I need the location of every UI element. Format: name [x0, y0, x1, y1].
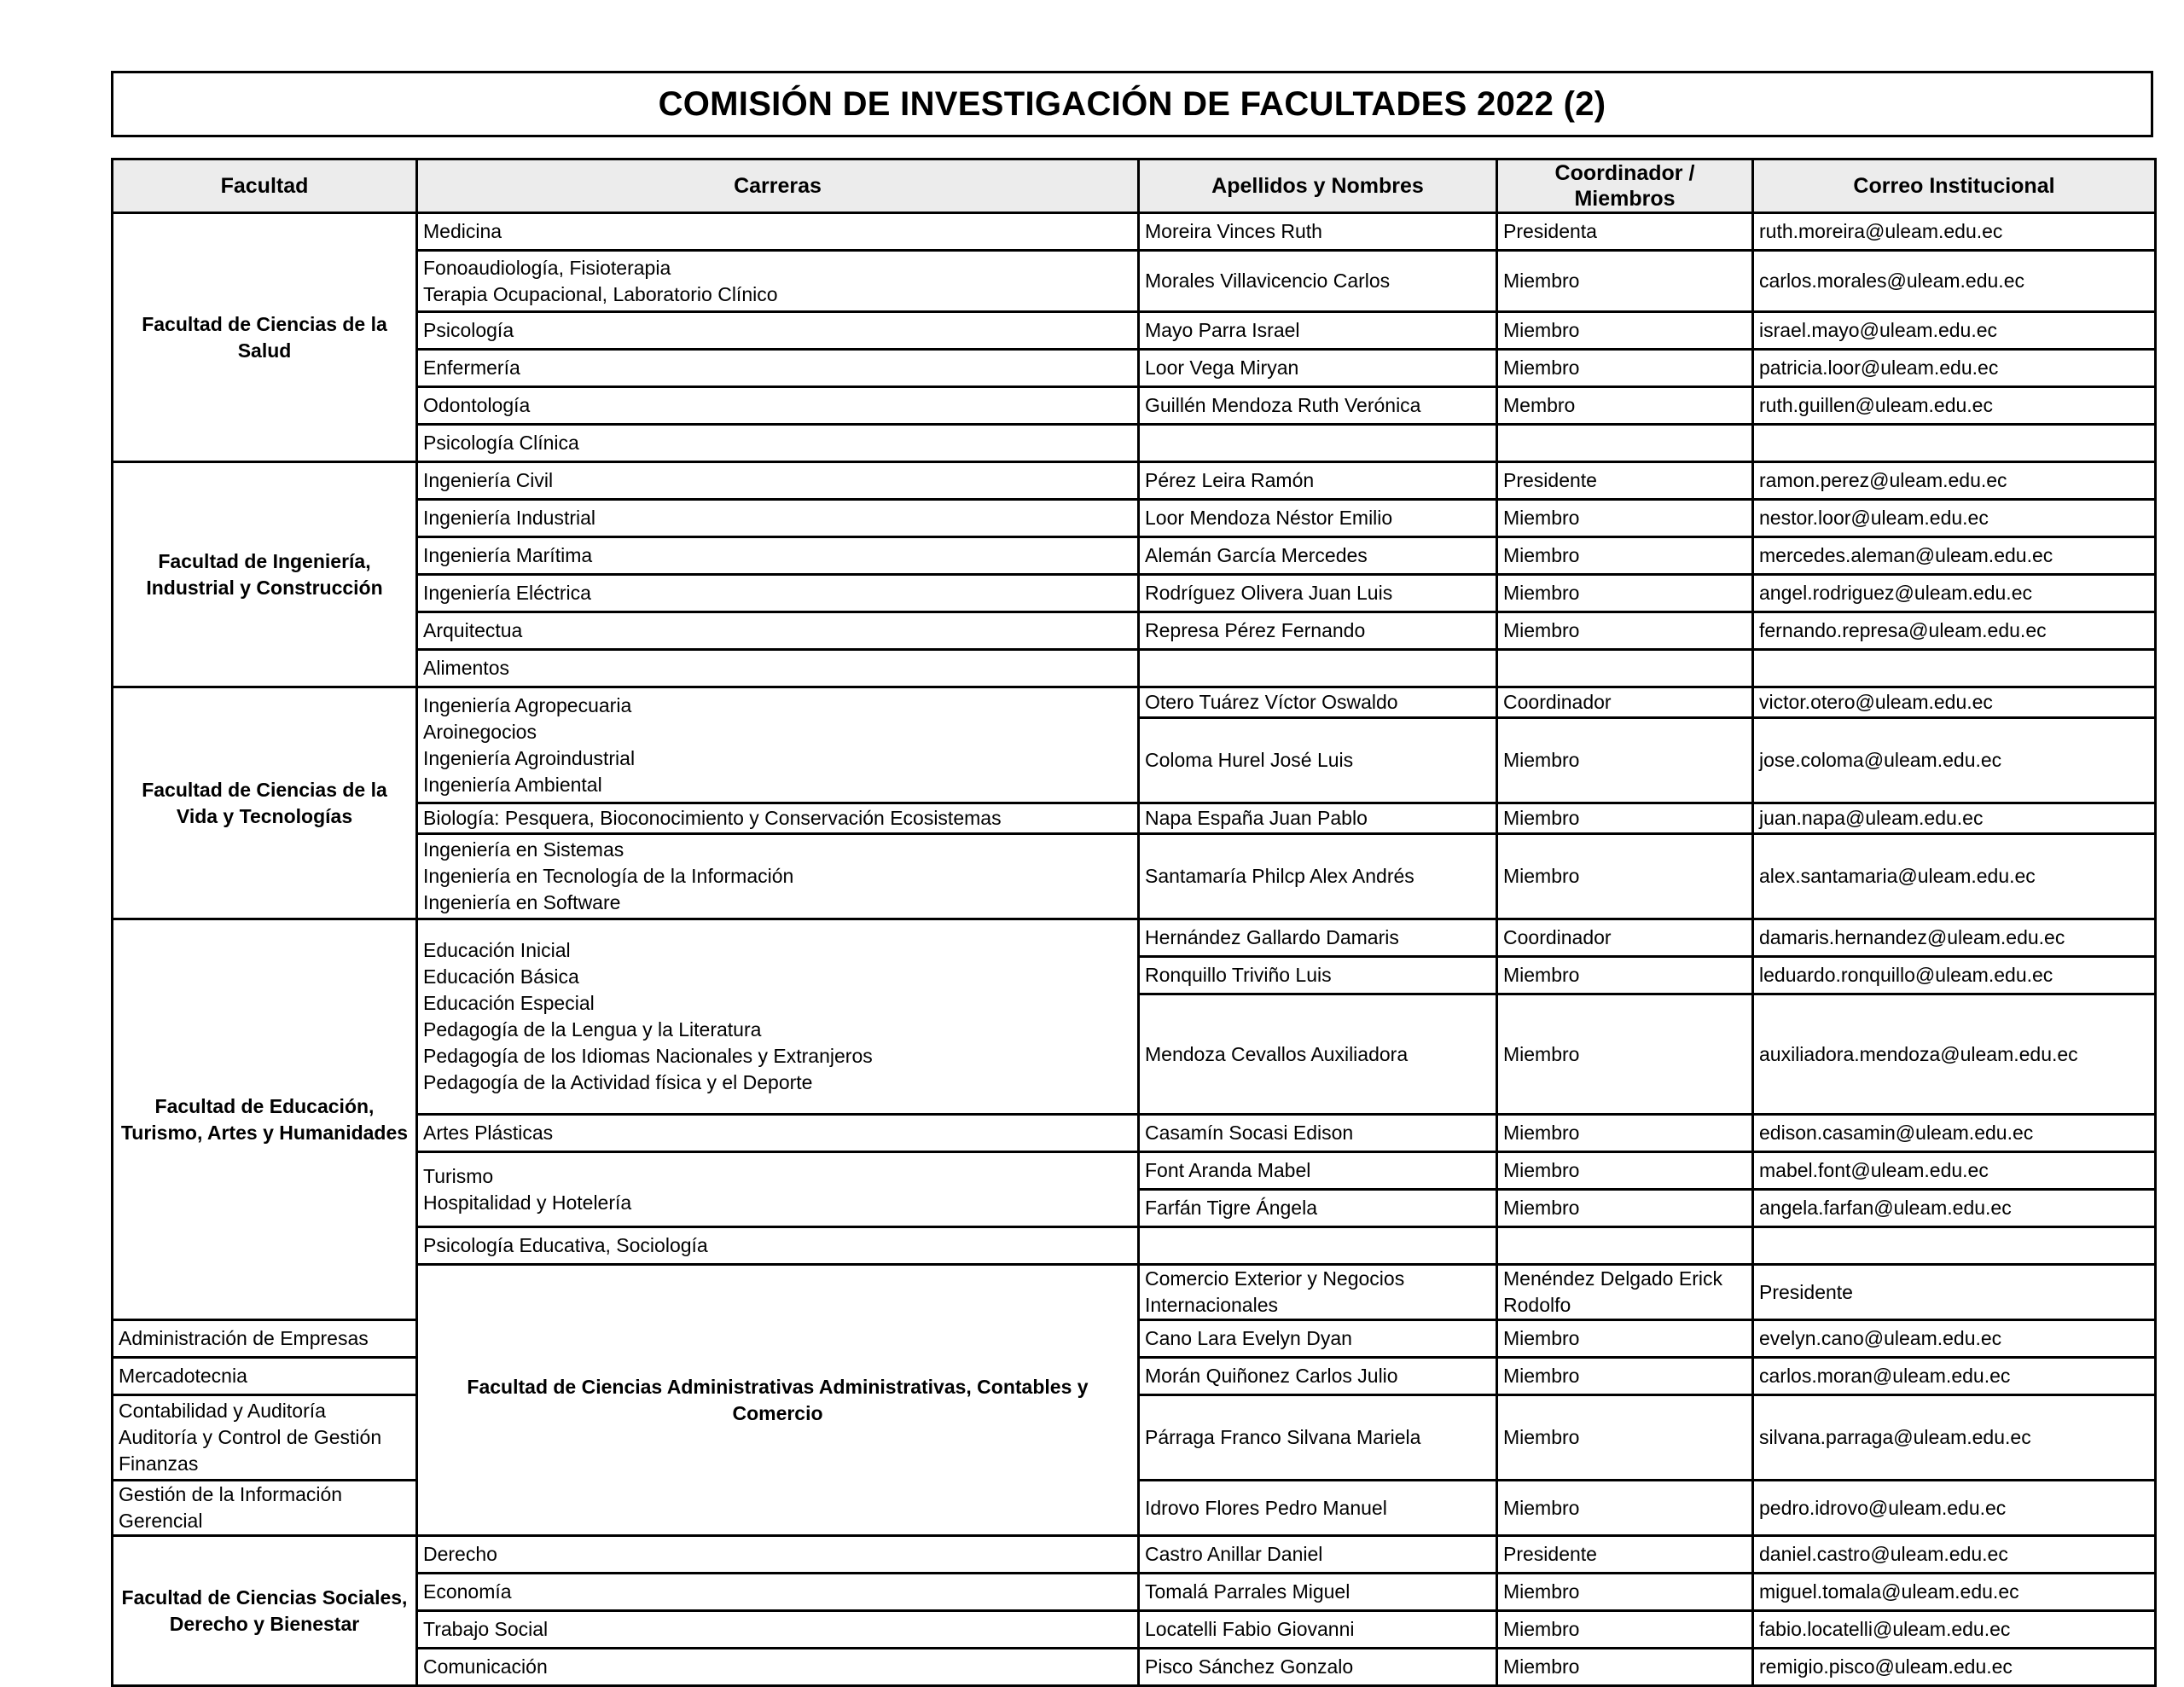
role-cell: Presidenta: [1497, 213, 1753, 251]
header-nombres: Apellidos y Nombres: [1139, 159, 1497, 213]
carrera-cell: Odontología: [417, 387, 1139, 425]
name-cell: Ronquillo Triviño Luis: [1139, 957, 1497, 994]
carrera-text: Fonoaudiología, Fisioterapia: [423, 256, 671, 279]
carrera-text: Ingeniería en Sistemas: [423, 838, 624, 861]
table-row: [113, 1574, 2156, 1611]
carrera-text: Finanzas: [119, 1452, 199, 1475]
carrera-cell: Enfermería: [417, 350, 1139, 387]
role-cell: Membro: [1497, 387, 1753, 425]
email-cell: silvana.parraga@uleam.edu.ec: [1753, 1395, 2156, 1481]
name-cell: Pisco Sánchez Gonzalo: [1139, 1649, 1497, 1686]
email-cell: [1753, 650, 2156, 687]
name-cell: Otero Tuárez Víctor Oswaldo: [1139, 687, 1497, 718]
carrera-cell: Comunicación: [417, 1649, 1139, 1686]
role-cell: Miembro: [1497, 1611, 1753, 1649]
name-cell: Morán Quiñonez Carlos Julio: [1139, 1358, 1497, 1395]
role-cell: Miembro: [1497, 957, 1753, 994]
name-cell: Mayo Parra Israel: [1139, 312, 1497, 350]
name-cell: Alemán García Mercedes: [1139, 537, 1497, 575]
name-cell: Farfán Tigre Ángela: [1139, 1190, 1497, 1227]
carrera-text: Pedagogía de la Actividad física y el Deporte: [423, 1071, 813, 1093]
faculty-cell: Facultad de Educación, Turismo, Artes y Humanidades: [113, 919, 417, 1320]
email-cell: angel.rodriguez@uleam.edu.ec: [1753, 575, 2156, 612]
carrera-cell: Ingeniería Civil: [417, 462, 1139, 500]
name-cell: Represa Pérez Fernando: [1139, 612, 1497, 650]
email-cell: angela.farfan@uleam.edu.ec: [1753, 1190, 2156, 1227]
table-row: [113, 537, 2156, 575]
name-cell: Coloma Hurel José Luis: [1139, 718, 1497, 803]
table-row: [113, 1649, 2156, 1686]
carrera-cell: [113, 1395, 417, 1481]
carrera-text: Ingeniería en Tecnología de la Información: [423, 865, 794, 887]
table-row: [113, 1227, 2156, 1265]
carrera-cell: Ingeniería Industrial: [417, 500, 1139, 537]
faculty-cell: Facultad de Ciencias de la Salud: [113, 213, 417, 462]
email-cell: mabel.font@uleam.edu.ec: [1753, 1152, 2156, 1190]
email-cell: [1753, 425, 2156, 462]
carrera-cell: Ingeniería Marítima: [417, 537, 1139, 575]
carrera-cell: Artes Plásticas: [417, 1115, 1139, 1152]
email-cell: evelyn.cano@uleam.edu.ec: [1753, 1320, 2156, 1358]
carrera-text: Terapia Ocupacional, Laboratorio Clínico: [423, 282, 778, 305]
table-row: [113, 575, 2156, 612]
table-row: [113, 500, 2156, 537]
table-row: [113, 1115, 2156, 1152]
carrera-cell: Alimentos: [417, 650, 1139, 687]
carrera-cell: Biología: Pesquera, Bioconocimiento y Conservación Ecosistemas: [417, 803, 1139, 834]
role-cell: Miembro: [1497, 1481, 1753, 1536]
email-cell: jose.coloma@uleam.edu.ec: [1753, 718, 2156, 803]
email-cell: mercedes.aleman@uleam.edu.ec: [1753, 537, 2156, 575]
role-cell: Presidente: [1497, 462, 1753, 500]
carrera-text: Auditoría y Control de Gestión: [119, 1426, 382, 1448]
role-cell: Miembro: [1497, 718, 1753, 803]
title-box: [111, 71, 2153, 137]
carrera-cell: Mercadotecnia: [113, 1358, 417, 1395]
role-cell: Miembro: [1497, 350, 1753, 387]
role-cell: Miembro: [1497, 834, 1753, 919]
role-cell: Miembro: [1497, 1358, 1753, 1395]
email-cell: [1753, 1227, 2156, 1265]
carrera-text: Aroinegocios: [423, 720, 537, 743]
carrera-cell: Psicología Clínica: [417, 425, 1139, 462]
carrera-text: Pedagogía de la Lengua y la Literatura: [423, 1018, 762, 1041]
role-cell: Miembro: [1497, 1649, 1753, 1686]
name-cell: Mendoza Cevallos Auxiliadora: [1139, 994, 1497, 1115]
role-cell: Miembro: [1497, 1320, 1753, 1358]
table-row: [113, 687, 2156, 718]
carrera-cell: [417, 687, 1139, 803]
role-cell: [1497, 650, 1753, 687]
header-row: [113, 159, 2156, 213]
table-row: [113, 612, 2156, 650]
name-cell: Napa España Juan Pablo: [1139, 803, 1497, 834]
email-cell: victor.otero@uleam.edu.ec: [1753, 687, 2156, 718]
carrera-cell: Economía: [417, 1574, 1139, 1611]
email-cell: remigio.pisco@uleam.edu.ec: [1753, 1649, 2156, 1686]
name-cell: Cano Lara Evelyn Dyan: [1139, 1320, 1497, 1358]
name-cell: Pérez Leira Ramón: [1139, 462, 1497, 500]
email-cell: edison.casamin@uleam.edu.ec: [1753, 1115, 2156, 1152]
header-facultad: Facultad: [113, 159, 417, 213]
role-cell: Miembro: [1497, 312, 1753, 350]
name-cell: Guillén Mendoza Ruth Verónica: [1139, 387, 1497, 425]
carrera-cell: Administración de Empresas: [113, 1320, 417, 1358]
page-title: COMISIÓN DE INVESTIGACIÓN DE FACULTADES 2022 (2): [658, 84, 1606, 123]
carrera-text: Hospitalidad y Hotelería: [423, 1191, 632, 1214]
role-cell: Miembro: [1497, 1190, 1753, 1227]
name-cell: Menéndez Delgado Erick Rodolfo: [1497, 1265, 1753, 1320]
email-cell: auxiliadora.mendoza@uleam.edu.ec: [1753, 994, 2156, 1115]
email-cell: ruth.moreira@uleam.edu.ec: [1753, 213, 2156, 251]
role-cell: [1497, 1227, 1753, 1265]
table-row: [113, 251, 2156, 312]
name-cell: Rodríguez Olivera Juan Luis: [1139, 575, 1497, 612]
header-carreras: Carreras: [417, 159, 1139, 213]
email-cell: miguel.tomala@uleam.edu.ec: [1753, 1574, 2156, 1611]
carrera-cell: Ingeniería Eléctrica: [417, 575, 1139, 612]
carrera-cell: Gestión de la Información Gerencial: [113, 1481, 417, 1536]
name-cell: Idrovo Flores Pedro Manuel: [1139, 1481, 1497, 1536]
carrera-cell: Psicología Educativa, Sociología: [417, 1227, 1139, 1265]
role-cell: Coordinador: [1497, 919, 1753, 957]
name-cell: Morales Villavicencio Carlos: [1139, 251, 1497, 312]
carrera-cell: [417, 213, 1139, 251]
name-cell: Loor Mendoza Néstor Emilio: [1139, 500, 1497, 537]
name-cell: [1139, 650, 1497, 687]
role-cell: Miembro: [1497, 575, 1753, 612]
table-row: [113, 650, 2156, 687]
name-cell: [1139, 425, 1497, 462]
table-row: [113, 213, 2156, 251]
carrera-text: Turismo: [423, 1164, 494, 1187]
table-row: [113, 803, 2156, 834]
table-row: [113, 350, 2156, 387]
header-correo: Correo Institucional: [1753, 159, 2156, 213]
role-cell: Miembro: [1497, 537, 1753, 575]
name-cell: Tomalá Parrales Miguel: [1139, 1574, 1497, 1611]
table-row: [113, 312, 2156, 350]
role-cell: Coordinador: [1497, 687, 1753, 718]
name-cell: Loor Vega Miryan: [1139, 350, 1497, 387]
carrera-cell: Arquitectua: [417, 612, 1139, 650]
email-cell: nestor.loor@uleam.edu.ec: [1753, 500, 2156, 537]
carrera-text: Educación Básica: [423, 965, 579, 988]
table-row: [113, 425, 2156, 462]
faculty-cell: Facultad de Ciencias Administrativas Administrativas, Contables y Comercio: [417, 1265, 1139, 1536]
carrera-cell: Psicología: [417, 312, 1139, 350]
table-row: [113, 1611, 2156, 1649]
name-cell: Santamaría Philcp Alex Andrés: [1139, 834, 1497, 919]
carrera-text: Ingeniería Agropecuaria: [423, 693, 632, 716]
table-row: [113, 462, 2156, 500]
role-cell: Presidente: [1497, 1536, 1753, 1574]
carrera-cell: [417, 834, 1139, 919]
role-cell: Miembro: [1497, 251, 1753, 312]
email-cell: leduardo.ronquillo@uleam.edu.ec: [1753, 957, 2156, 994]
table-row: [113, 387, 2156, 425]
carrera-cell: Trabajo Social: [417, 1611, 1139, 1649]
table-row: [113, 1536, 2156, 1574]
name-cell: Font Aranda Mabel: [1139, 1152, 1497, 1190]
name-cell: Casamín Socasi Edison: [1139, 1115, 1497, 1152]
email-cell: juan.napa@uleam.edu.ec: [1753, 803, 2156, 834]
name-cell: Castro Anillar Daniel: [1139, 1536, 1497, 1574]
role-cell: Miembro: [1497, 994, 1753, 1115]
table-row: [113, 919, 2156, 957]
carrera-text: Educación Inicial: [423, 939, 571, 961]
carrera-text: Pedagogía de los Idiomas Nacionales y Extranjeros: [423, 1045, 873, 1067]
carrera-cell: [417, 251, 1139, 312]
role-cell: [1497, 425, 1753, 462]
faculty-cell: Facultad de Ciencias Sociales, Derecho y Bienestar: [113, 1536, 417, 1686]
role-cell: Miembro: [1497, 1574, 1753, 1611]
email-cell: pedro.idrovo@uleam.edu.ec: [1753, 1481, 2156, 1536]
commission-table: [111, 158, 2157, 1687]
header-cargo: Coordinador / Miembros: [1497, 159, 1753, 213]
email-cell: damaris.hernandez@uleam.edu.ec: [1753, 919, 2156, 957]
role-cell: Miembro: [1497, 1395, 1753, 1481]
carrera-text: Ingeniería en Software: [423, 891, 621, 913]
faculty-cell: Facultad de Ciencias de la Vida y Tecnologías: [113, 687, 417, 919]
carrera-text: Educación Especial: [423, 992, 595, 1014]
name-cell: Moreira Vinces Ruth: [1139, 213, 1497, 251]
role-cell: Presidente: [1753, 1265, 2156, 1320]
carrera-cell: [417, 1152, 1139, 1227]
role-cell: Miembro: [1497, 803, 1753, 834]
email-cell: ruth.guillen@uleam.edu.ec: [1753, 387, 2156, 425]
faculty-cell: Facultad de Ingeniería, Industrial y Construcción: [113, 462, 417, 687]
carrera-text: Ingeniería Ambiental: [423, 773, 602, 796]
email-cell: israel.mayo@uleam.edu.ec: [1753, 312, 2156, 350]
table-row: [113, 834, 2156, 919]
name-cell: Párraga Franco Silvana Mariela: [1139, 1395, 1497, 1481]
email-cell: fabio.locatelli@uleam.edu.ec: [1753, 1611, 2156, 1649]
email-cell: ramon.perez@uleam.edu.ec: [1753, 462, 2156, 500]
name-cell: Hernández Gallardo Damaris: [1139, 919, 1497, 957]
name-cell: [1139, 1227, 1497, 1265]
role-cell: Miembro: [1497, 612, 1753, 650]
table-row: [113, 1152, 2156, 1190]
carrera-text: Contabilidad y Auditoría: [119, 1400, 326, 1422]
name-cell: Locatelli Fabio Giovanni: [1139, 1611, 1497, 1649]
email-cell: daniel.castro@uleam.edu.ec: [1753, 1536, 2156, 1574]
table-row: [113, 1265, 2156, 1320]
carrera-cell: Comercio Exterior y Negocios Internacionales: [1139, 1265, 1497, 1320]
email-cell: fernando.represa@uleam.edu.ec: [1753, 612, 2156, 650]
email-cell: patricia.loor@uleam.edu.ec: [1753, 350, 2156, 387]
email-cell: alex.santamaria@uleam.edu.ec: [1753, 834, 2156, 919]
role-cell: Miembro: [1497, 500, 1753, 537]
email-cell: carlos.morales@uleam.edu.ec: [1753, 251, 2156, 312]
role-cell: Miembro: [1497, 1152, 1753, 1190]
carrera-cell: Derecho: [417, 1536, 1139, 1574]
carrera-text: Ingeniería Agroindustrial: [423, 746, 636, 769]
role-cell: Miembro: [1497, 1115, 1753, 1152]
carrera-cell: [417, 919, 1139, 1115]
carrera-text: Medicina: [423, 220, 502, 242]
email-cell: carlos.moran@uleam.edu.ec: [1753, 1358, 2156, 1395]
